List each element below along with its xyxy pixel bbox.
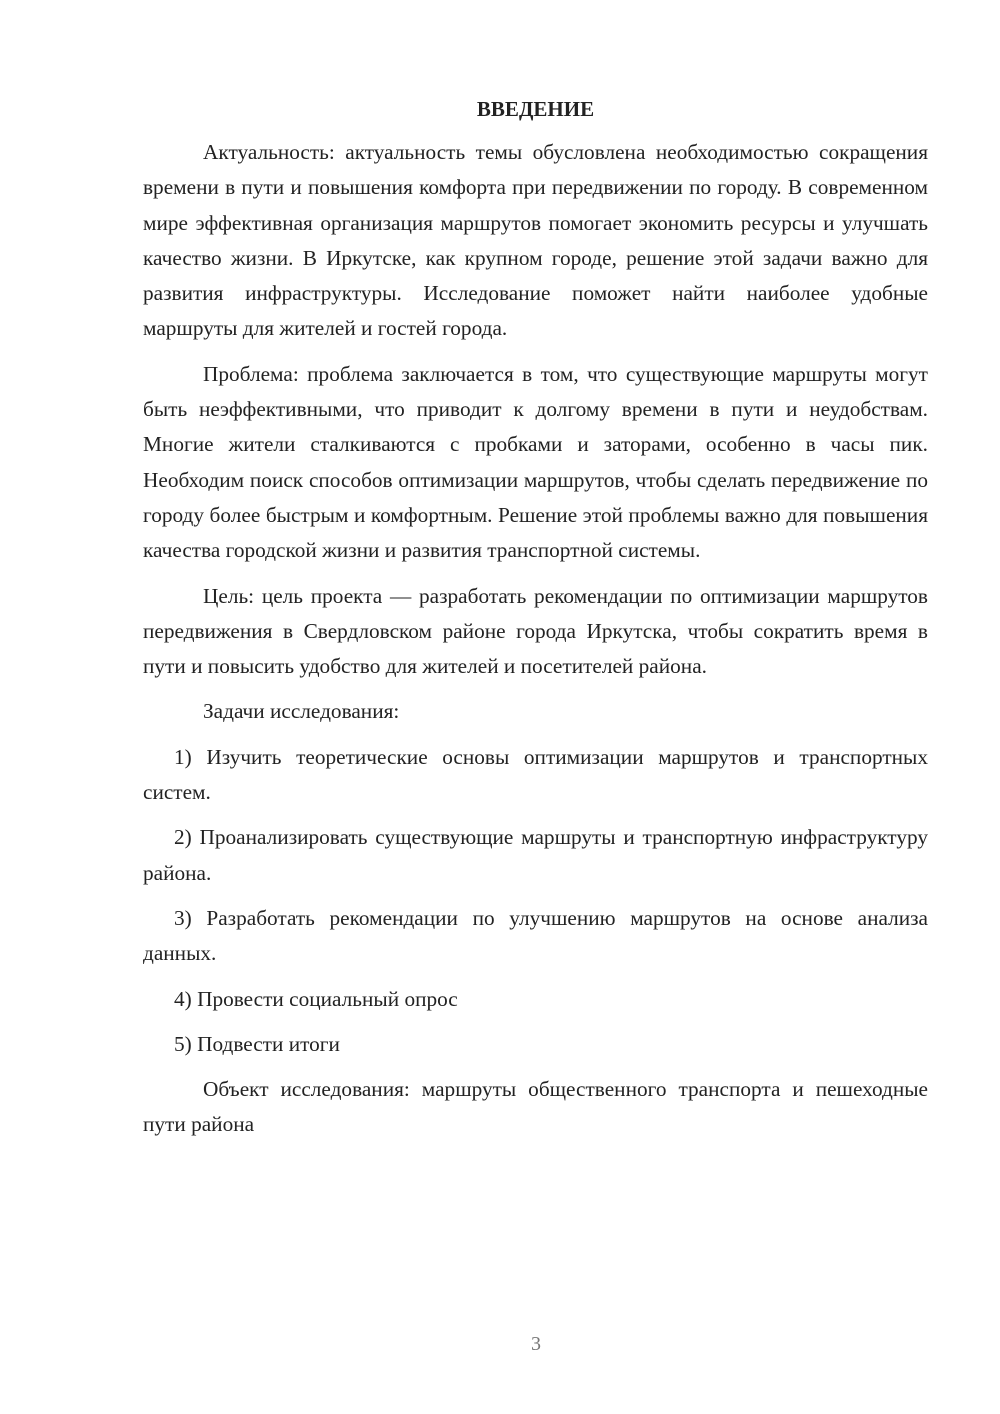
paragraph-relevance: Актуальность: актуальность темы обусловлена необходимостью сокращения времени в пути и повышения комфорта при передвижении по городу. В современном мире эффективная организация маршрутов помогает экономить ресурсы и улучшать качество жизни. В Иркутске, как крупном городе, решение этой задачи важно для развития инфраструктуры. Исследование поможет найти наиболее удобные маршруты для жителей и гостей города. — [143, 140, 928, 341]
task-item-5: 5) Подвести итоги — [174, 1031, 340, 1056]
task-item-1: 1) Изучить теоретические основы оптимизации маршрутов и транспортных систем. — [143, 744, 928, 805]
page-title: ВВЕДЕНИЕ — [476, 97, 595, 121]
page-number: 3 — [531, 1333, 541, 1355]
paragraph-object: Объект исследования: маршруты общественного транспорта и пешеходные пути района — [143, 1077, 928, 1137]
task-item-2: 2) Проанализировать существующие маршруты и транспортную инфраструктуру района. — [143, 825, 928, 885]
task-item-3: 3) Разработать рекомендации по улучшению маршрутов на основе анализа данных. — [143, 905, 928, 966]
tasks-heading: Задачи исследования: — [203, 699, 400, 724]
page-content — [143, 92, 928, 1153]
paragraph-goal: Цель: цель проекта — разработать рекомендации по оптимизации маршрутов передвижения в Свердловском районе города Иркутска, чтобы сократить время в пути и повысить удобство для жителей и посетителей района. — [143, 583, 928, 679]
task-item-4: 4) Провести социальный опрос — [174, 986, 458, 1011]
paragraph-problem: Проблема: проблема заключается в том, что существующие маршруты могут быть неэффективными, что приводит к долгому времени в пути и неудобствам. Многие жители сталкиваются с пробками и заторами, особенно в часы пик. Необходим поиск способов оптимизации маршрутов, чтобы сделать передвижение по городу более быстрым и комфортным. Решение этой проблемы важно для повышения качества городской жизни и развития транспортной системы. — [143, 361, 928, 563]
